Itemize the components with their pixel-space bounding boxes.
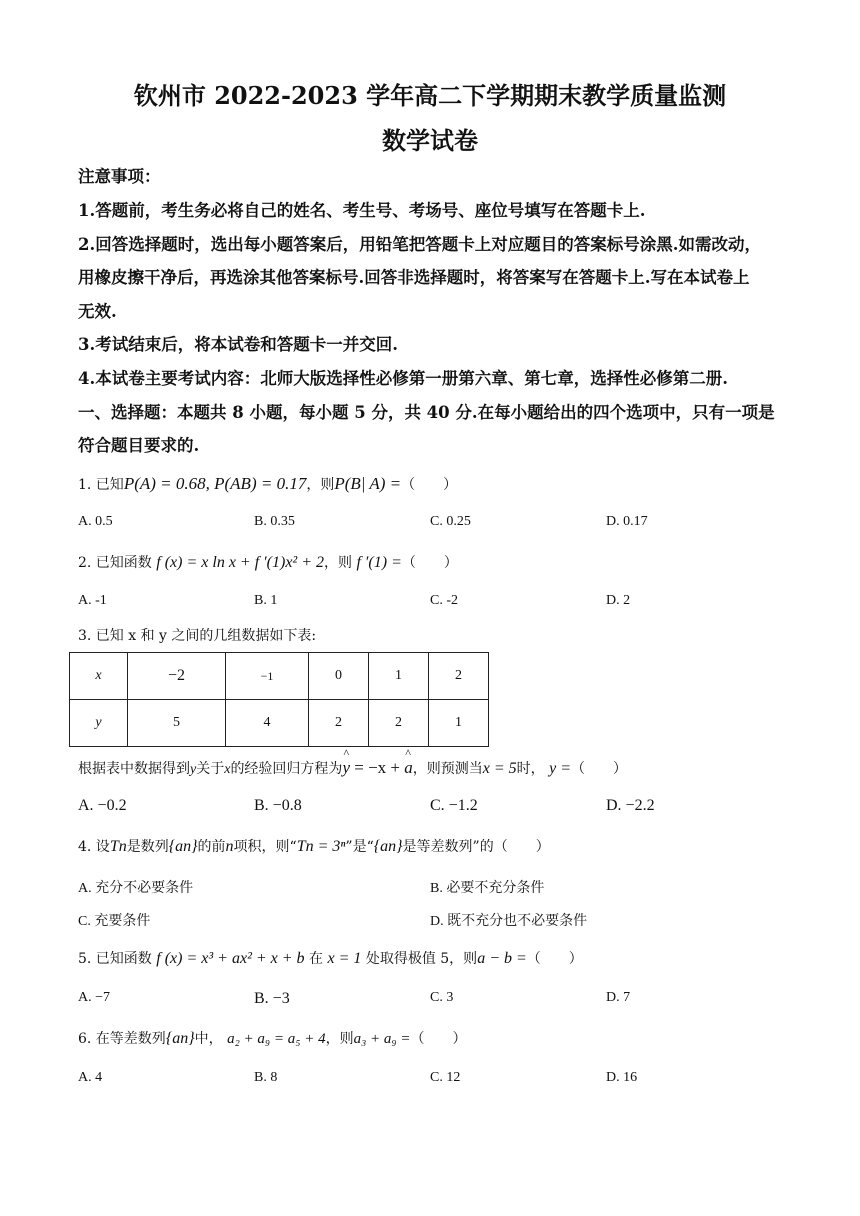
question-3-option-b: B. −0.8 bbox=[254, 797, 302, 814]
note-item-1: 1.答题前，考生务必将自己的姓名、考生号、考场号、座位号填写在答题卡上. bbox=[78, 201, 646, 220]
question-4-option-d: D. 既不充分也不必要条件 bbox=[430, 914, 588, 929]
table-row bbox=[70, 653, 489, 700]
note-item-3: 3.考试结束后，将本试卷和答题卡一并交回. bbox=[78, 335, 398, 354]
note-item-2-line-3: 无效. bbox=[78, 302, 117, 321]
question-4-option-a: A. 充分不必要条件 bbox=[78, 881, 194, 896]
question-1-option-b: B. 0.35 bbox=[254, 514, 295, 529]
table-cell: 0 bbox=[309, 653, 369, 700]
question-1-option-d: D. 0.17 bbox=[606, 514, 648, 529]
question-6-option-b: B. 8 bbox=[254, 1070, 278, 1085]
table-cell: x bbox=[70, 653, 128, 700]
note-item-4: 4.本试卷主要考试内容：北师大版选择性必修第一册第六章、第七章，选择性必修第二册. bbox=[78, 369, 728, 388]
table-cell: −1 bbox=[226, 653, 309, 700]
question-5-stem: 5. 已知函数 f (x) = x³ + ax² + x + b 在 x = 1 处取得极值 5，则a − b =（ ） bbox=[78, 950, 583, 967]
question-5-option-b: B. −3 bbox=[254, 990, 290, 1007]
question-3-option-a: A. −0.2 bbox=[78, 797, 127, 814]
question-2-stem: 2. 已知函数 f (x) = x ln x + f ′(1)x² + 2，则 f ′(1) =（ ） bbox=[78, 554, 458, 571]
exam-subtitle: 数学试卷 bbox=[382, 126, 478, 155]
question-5-option-d: D. 7 bbox=[606, 990, 631, 1005]
table-cell: 1 bbox=[429, 700, 489, 747]
question-3-option-c: C. −1.2 bbox=[430, 797, 478, 814]
table-cell: 2 bbox=[429, 653, 489, 700]
question-4-option-c: C. 充要条件 bbox=[78, 914, 151, 929]
data-table bbox=[69, 652, 489, 747]
question-1-option-c: C. 0.25 bbox=[430, 514, 471, 529]
question-6-stem: 6. 在等差数列{an}中， a₂ + a₉ = a₅ + 4，则a₃ + a₉ =（ ） bbox=[78, 1030, 467, 1047]
notes-heading: 注意事项： bbox=[78, 167, 161, 186]
question-4-stem: 4. 设Tn是数列{an}的前n项积，则“Tn = 3ⁿ”是“{an}是等差数列”的（ ） bbox=[78, 838, 550, 855]
question-2-option-a: A. -1 bbox=[78, 593, 107, 608]
section-heading-line-1: 一、选择题：本题共 8 小题，每小题 5 分，共 40 分.在每小题给出的四个选项中，只有一项是 bbox=[78, 403, 775, 422]
note-item-2-line-2: 用橡皮擦干净后，再选涂其他答案标号.回答非选择题时，将答案写在答题卡上.写在本试卷上 bbox=[78, 268, 750, 287]
question-6-option-d: D. 16 bbox=[606, 1070, 638, 1085]
question-3-stem: 3. 已知 x 和 y 之间的几组数据如下表: bbox=[78, 628, 317, 644]
table-cell: 2 bbox=[369, 700, 429, 747]
question-4-option-b: B. 必要不充分条件 bbox=[430, 881, 545, 896]
question-2-option-b: B. 1 bbox=[254, 593, 278, 608]
table-cell: y bbox=[70, 700, 128, 747]
question-6-option-a: A. 4 bbox=[78, 1070, 103, 1085]
question-3-option-d: D. −2.2 bbox=[606, 797, 655, 814]
table-cell: −2 bbox=[128, 653, 226, 700]
question-1-option-a: A. 0.5 bbox=[78, 514, 113, 529]
section-heading-line-2: 符合题目要求的. bbox=[78, 436, 200, 455]
question-2-option-c: C. -2 bbox=[430, 593, 458, 608]
table-cell: 5 bbox=[128, 700, 226, 747]
table-cell: 4 bbox=[226, 700, 309, 747]
table-row bbox=[70, 700, 489, 747]
note-item-2-line-1: 2.回答选择题时，选出每小题答案后，用铅笔把答题卡上对应题目的答案标号涂黑.如需改动， bbox=[78, 235, 761, 254]
table-cell: 2 bbox=[309, 700, 369, 747]
table-cell: 1 bbox=[369, 653, 429, 700]
question-5-option-c: C. 3 bbox=[430, 990, 454, 1005]
question-3-followup: 根据表中数据得到y关于x的经验回归方程为^ y = −x + ^ a，则预测当x = 5时， y =（ ） bbox=[78, 758, 627, 778]
question-5-option-a: A. −7 bbox=[78, 990, 111, 1005]
question-2-option-d: D. 2 bbox=[606, 593, 631, 608]
question-6-option-c: C. 12 bbox=[430, 1070, 461, 1085]
question-1-stem: 1. 已知P(A) = 0.68, P(AB) = 0.17，则P(B| A) =（ ） bbox=[78, 474, 458, 493]
exam-title: 钦州市 2022-2023 学年高二下学期期末教学质量监测 bbox=[133, 81, 727, 110]
